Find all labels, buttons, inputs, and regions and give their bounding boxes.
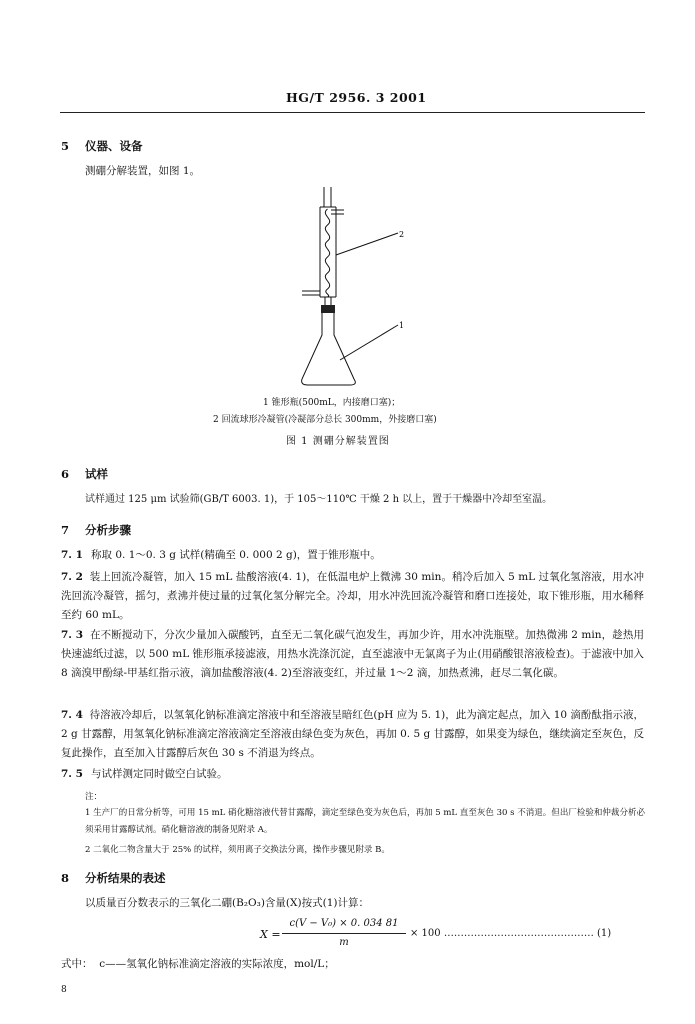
step-7-3 bbox=[61, 626, 644, 683]
where-clause bbox=[61, 955, 335, 974]
step-7-5-number: 7. 5 bbox=[61, 768, 83, 780]
section-8-title: 分析结果的表述 bbox=[85, 871, 166, 885]
section-6-title: 试样 bbox=[85, 467, 108, 481]
figure-label-1: 1 bbox=[399, 321, 405, 330]
section-5-text: 测硼分解装置，如图 1。 bbox=[85, 165, 201, 177]
section-6-text: 试样通过 125 μm 试验筛(GB/T 6003. 1)，于 105～110℃ 干燥 2 h 以上，置于干燥器中冷却至室温。 bbox=[85, 494, 553, 505]
section-8-intro: 以质量百分数表示的三氧化二硼(B₂O₃)含量(X)按式(1)计算： bbox=[85, 897, 369, 909]
step-7-2-number: 7. 2 bbox=[61, 571, 83, 583]
step-7-5-text: 与试样测定同时做空白试验。 bbox=[91, 768, 228, 780]
section-8-number: 8 bbox=[61, 871, 70, 885]
formula-fraction-bar bbox=[282, 933, 406, 934]
where-label: 式中： bbox=[61, 958, 93, 970]
section-7-heading bbox=[61, 522, 131, 538]
where-c: c——氢氧化钠标准滴定溶液的实际浓度，mol/L； bbox=[99, 958, 335, 970]
step-7-3-number: 7. 3 bbox=[61, 629, 84, 641]
step-7-1-number: 7. 1 bbox=[61, 549, 83, 561]
step-7-1 bbox=[61, 546, 381, 565]
standard-code: HG/T 2956. 3 2001 bbox=[286, 90, 427, 105]
figure-legend-1: 1 锥形瓶(500mL，内接磨口塞)； bbox=[263, 398, 401, 408]
apparatus-figure bbox=[280, 185, 420, 395]
step-7-1-text: 称取 0. 1～0. 3 g 试样(精确至 0. 000 2 g)，置于锥形瓶中。 bbox=[91, 549, 381, 561]
section-7-title: 分析步骤 bbox=[85, 523, 131, 537]
step-7-4 bbox=[61, 706, 644, 763]
section-6-heading bbox=[61, 466, 108, 482]
header-rule bbox=[60, 112, 645, 113]
section-6-number: 6 bbox=[61, 467, 70, 481]
formula-numerator: c(V − V₀) × 0. 034 81 bbox=[289, 918, 399, 929]
step-7-4-number: 7. 4 bbox=[61, 709, 83, 721]
section-5-title: 仪器、设备 bbox=[85, 139, 143, 153]
section-8-heading bbox=[61, 870, 166, 886]
step-7-2-text: 装上回流冷凝管，加入 15 mL 盐酸溶液(4. 1)，在低温电炉上微沸 30 min。稍冷后加入 5 mL 过氧化氢溶液，用水冲洗回流冷凝管，摇匀，煮沸并使过量的过氧化氢分解完全。冷却，用水冲洗回流冷凝管和磨口连接处，取下锥形瓶，用水稀释至约 60 mL。 bbox=[61, 571, 644, 621]
formula-denominator: m bbox=[339, 937, 349, 948]
note-1: 1 生产厂的日常分析等，可用 15 mL 硝化糖溶液代替甘露醇，滴定至绿色变为灰色后，再加 5 mL 直至灰色 30 s 不消退。但出厂检验和仲裁分析必须采用甘露醇试剂。硝化糖溶液的制备见附录 A。 bbox=[85, 808, 645, 835]
step-7-2 bbox=[61, 568, 644, 625]
step-7-3-text: 在不断搅动下，分次少量加入碳酸钙，直至无二氧化碳气泡发生，再加少许，用水冲洗瓶壁。加热微沸 2 min，趁热用快速滤纸过滤，以 500 mL 锥形瓶承接滤液，用热水洗涤沉淀，直至滤液中无氯离子为止(用硝酸银溶液检查)。于滤液中加入 8 滴溴甲酚绿-甲基红指示液，滴加盐酸溶液(4. 2)至溶液变红，并过量 1～2 滴，加热煮沸，赶尽二氧化碳。 bbox=[61, 629, 644, 679]
section-5-number: 5 bbox=[61, 139, 70, 153]
figure-legend-2: 2 回流球形冷凝管(冷凝部分总长 300mm，外接磨口塞) bbox=[213, 415, 437, 425]
notes-label: 注： bbox=[85, 792, 103, 802]
section-5-heading bbox=[61, 138, 143, 154]
formula-tail: × 100 ……………………………………… (1) bbox=[410, 928, 612, 939]
formula-lhs: X = bbox=[260, 928, 281, 941]
figure-title: 图 1 测硼分解装置图 bbox=[286, 436, 390, 447]
section-7-number: 7 bbox=[61, 523, 70, 537]
step-7-4-text: 待溶液冷却后，以氢氧化钠标准滴定溶液中和至溶液呈暗红色(pH 应为 5. 1)，此为滴定起点，加入 10 滴酚酞指示液，2 g 甘露醇，用氢氧化钠标准滴定溶液滴定至溶液由绿色变为灰色，再加 0. 5 g 甘露醇，如果变为绿色，继续滴定至灰色，反复此操作，直至加入甘露醇后灰色 30 s 不消退为终点。 bbox=[61, 709, 644, 759]
step-7-5 bbox=[61, 765, 228, 784]
page-number: 8 bbox=[61, 985, 67, 995]
note-2: 2 二氧化二物含量大于 25% 的试样，须用离子交换法分离，操作步骤见附录 B。 bbox=[85, 845, 390, 855]
figure-label-2: 2 bbox=[399, 230, 405, 239]
